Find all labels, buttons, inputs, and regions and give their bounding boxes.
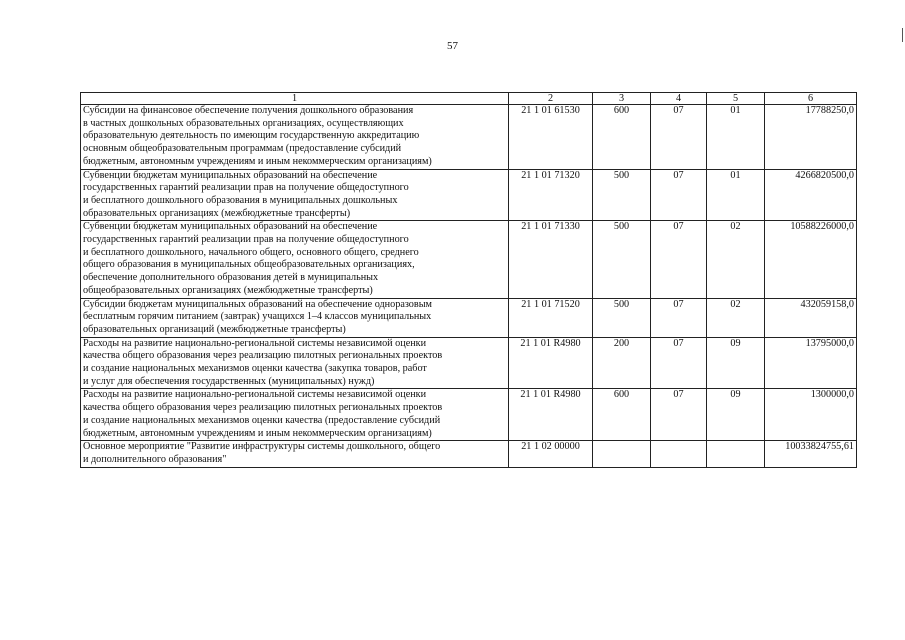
row-code: 21 1 01 71330 xyxy=(509,221,593,298)
row-col5: 09 xyxy=(707,337,765,389)
row-description: Основное мероприятие "Развитие инфраструктуры системы дошкольного, общего и дополнительного образования" xyxy=(81,441,509,467)
row-amount: 17788250,0 xyxy=(765,105,857,170)
table-row xyxy=(81,298,857,337)
row-col4: 07 xyxy=(651,298,707,337)
row-code: 21 1 01 61530 xyxy=(509,105,593,170)
column-header: 6 xyxy=(765,93,857,105)
row-description: Субвенции бюджетам муниципальных образований на обеспечение государственных гарантий реализации прав на получение общедоступного и бесплатного дошкольного, начального общего, основного общего, среднего общего образования в муниципальных общеобразовательных организациях, обеспечение дополнительного образования детей в муниципальных общеобразовательных организациях (межбюджетные трансферты) xyxy=(81,221,509,298)
row-code: 21 1 02 00000 xyxy=(509,441,593,467)
row-description: Субсидии бюджетам муниципальных образований на обеспечение одноразовым бесплатным горячим питанием (завтрак) учащихся 1–4 классов муниципальных образовательных организаций (межбюджетные трансферты) xyxy=(81,298,509,337)
row-code: 21 1 01 71320 xyxy=(509,169,593,221)
row-col4: 07 xyxy=(651,221,707,298)
row-code: 21 1 01 R4980 xyxy=(509,389,593,441)
row-col4: 07 xyxy=(651,105,707,170)
column-header: 1 xyxy=(81,93,509,105)
row-col3: 600 xyxy=(593,389,651,441)
header-row xyxy=(81,93,857,105)
row-amount: 13795000,0 xyxy=(765,337,857,389)
row-col5: 02 xyxy=(707,221,765,298)
row-description: Субсидии на финансовое обеспечение получения дошкольного образования в частных дошкольных образовательных организациях, осуществляющих образовательную деятельность по имеющим государственную аккредитацию основным общеобразовательным программам (предоставление субсидий бюджетным, автономным учреждениям и иным некоммерческим организациям) xyxy=(81,105,509,170)
row-col3: 500 xyxy=(593,298,651,337)
row-col5: 02 xyxy=(707,298,765,337)
row-col4: 07 xyxy=(651,169,707,221)
table-row xyxy=(81,389,857,441)
row-amount: 10588226000,0 xyxy=(765,221,857,298)
row-col4: 07 xyxy=(651,389,707,441)
table-row xyxy=(81,105,857,170)
row-code: 21 1 01 R4980 xyxy=(509,337,593,389)
table-row xyxy=(81,221,857,298)
table-row xyxy=(81,337,857,389)
row-col4: 07 xyxy=(651,337,707,389)
row-description: Расходы на развитие национально-региональной системы независимой оценки качества общего образования через реализацию пилотных региональных проектов и создание национальных механизмов оценки качества (закупка товаров, работ и услуг для обеспечения государственных (муниципальных) нужд) xyxy=(81,337,509,389)
row-col3: 500 xyxy=(593,221,651,298)
row-code: 21 1 01 71520 xyxy=(509,298,593,337)
row-col5: 09 xyxy=(707,389,765,441)
column-header: 3 xyxy=(593,93,651,105)
column-header: 4 xyxy=(651,93,707,105)
row-col3: 200 xyxy=(593,337,651,389)
row-description: Субвенции бюджетам муниципальных образований на обеспечение государственных гарантий реализации прав на получение общедоступного и бесплатного дошкольного образования в муниципальных дошкольных образовательных организациях (межбюджетные трансферты) xyxy=(81,169,509,221)
budget-table xyxy=(80,92,857,468)
row-col5: 01 xyxy=(707,169,765,221)
column-header: 2 xyxy=(509,93,593,105)
row-col3: 600 xyxy=(593,105,651,170)
table-row xyxy=(81,169,857,221)
row-amount: 1300000,0 xyxy=(765,389,857,441)
row-col3: 500 xyxy=(593,169,651,221)
row-amount: 4266820500,0 xyxy=(765,169,857,221)
row-col4 xyxy=(651,441,707,467)
column-header: 5 xyxy=(707,93,765,105)
scan-edge-mark xyxy=(902,28,903,42)
row-amount: 10033824755,61 xyxy=(765,441,857,467)
table-row xyxy=(81,441,857,467)
row-col3 xyxy=(593,441,651,467)
row-amount: 432059158,0 xyxy=(765,298,857,337)
row-col5 xyxy=(707,441,765,467)
page-number: 57 xyxy=(447,40,458,52)
row-description: Расходы на развитие национально-региональной системы независимой оценки качества общего образования через реализацию пилотных региональных проектов и создание национальных механизмов оценки качества (предоставление субсидий бюджетным, автономным учреждениям и иным некоммерческим организациям) xyxy=(81,389,509,441)
row-col5: 01 xyxy=(707,105,765,170)
